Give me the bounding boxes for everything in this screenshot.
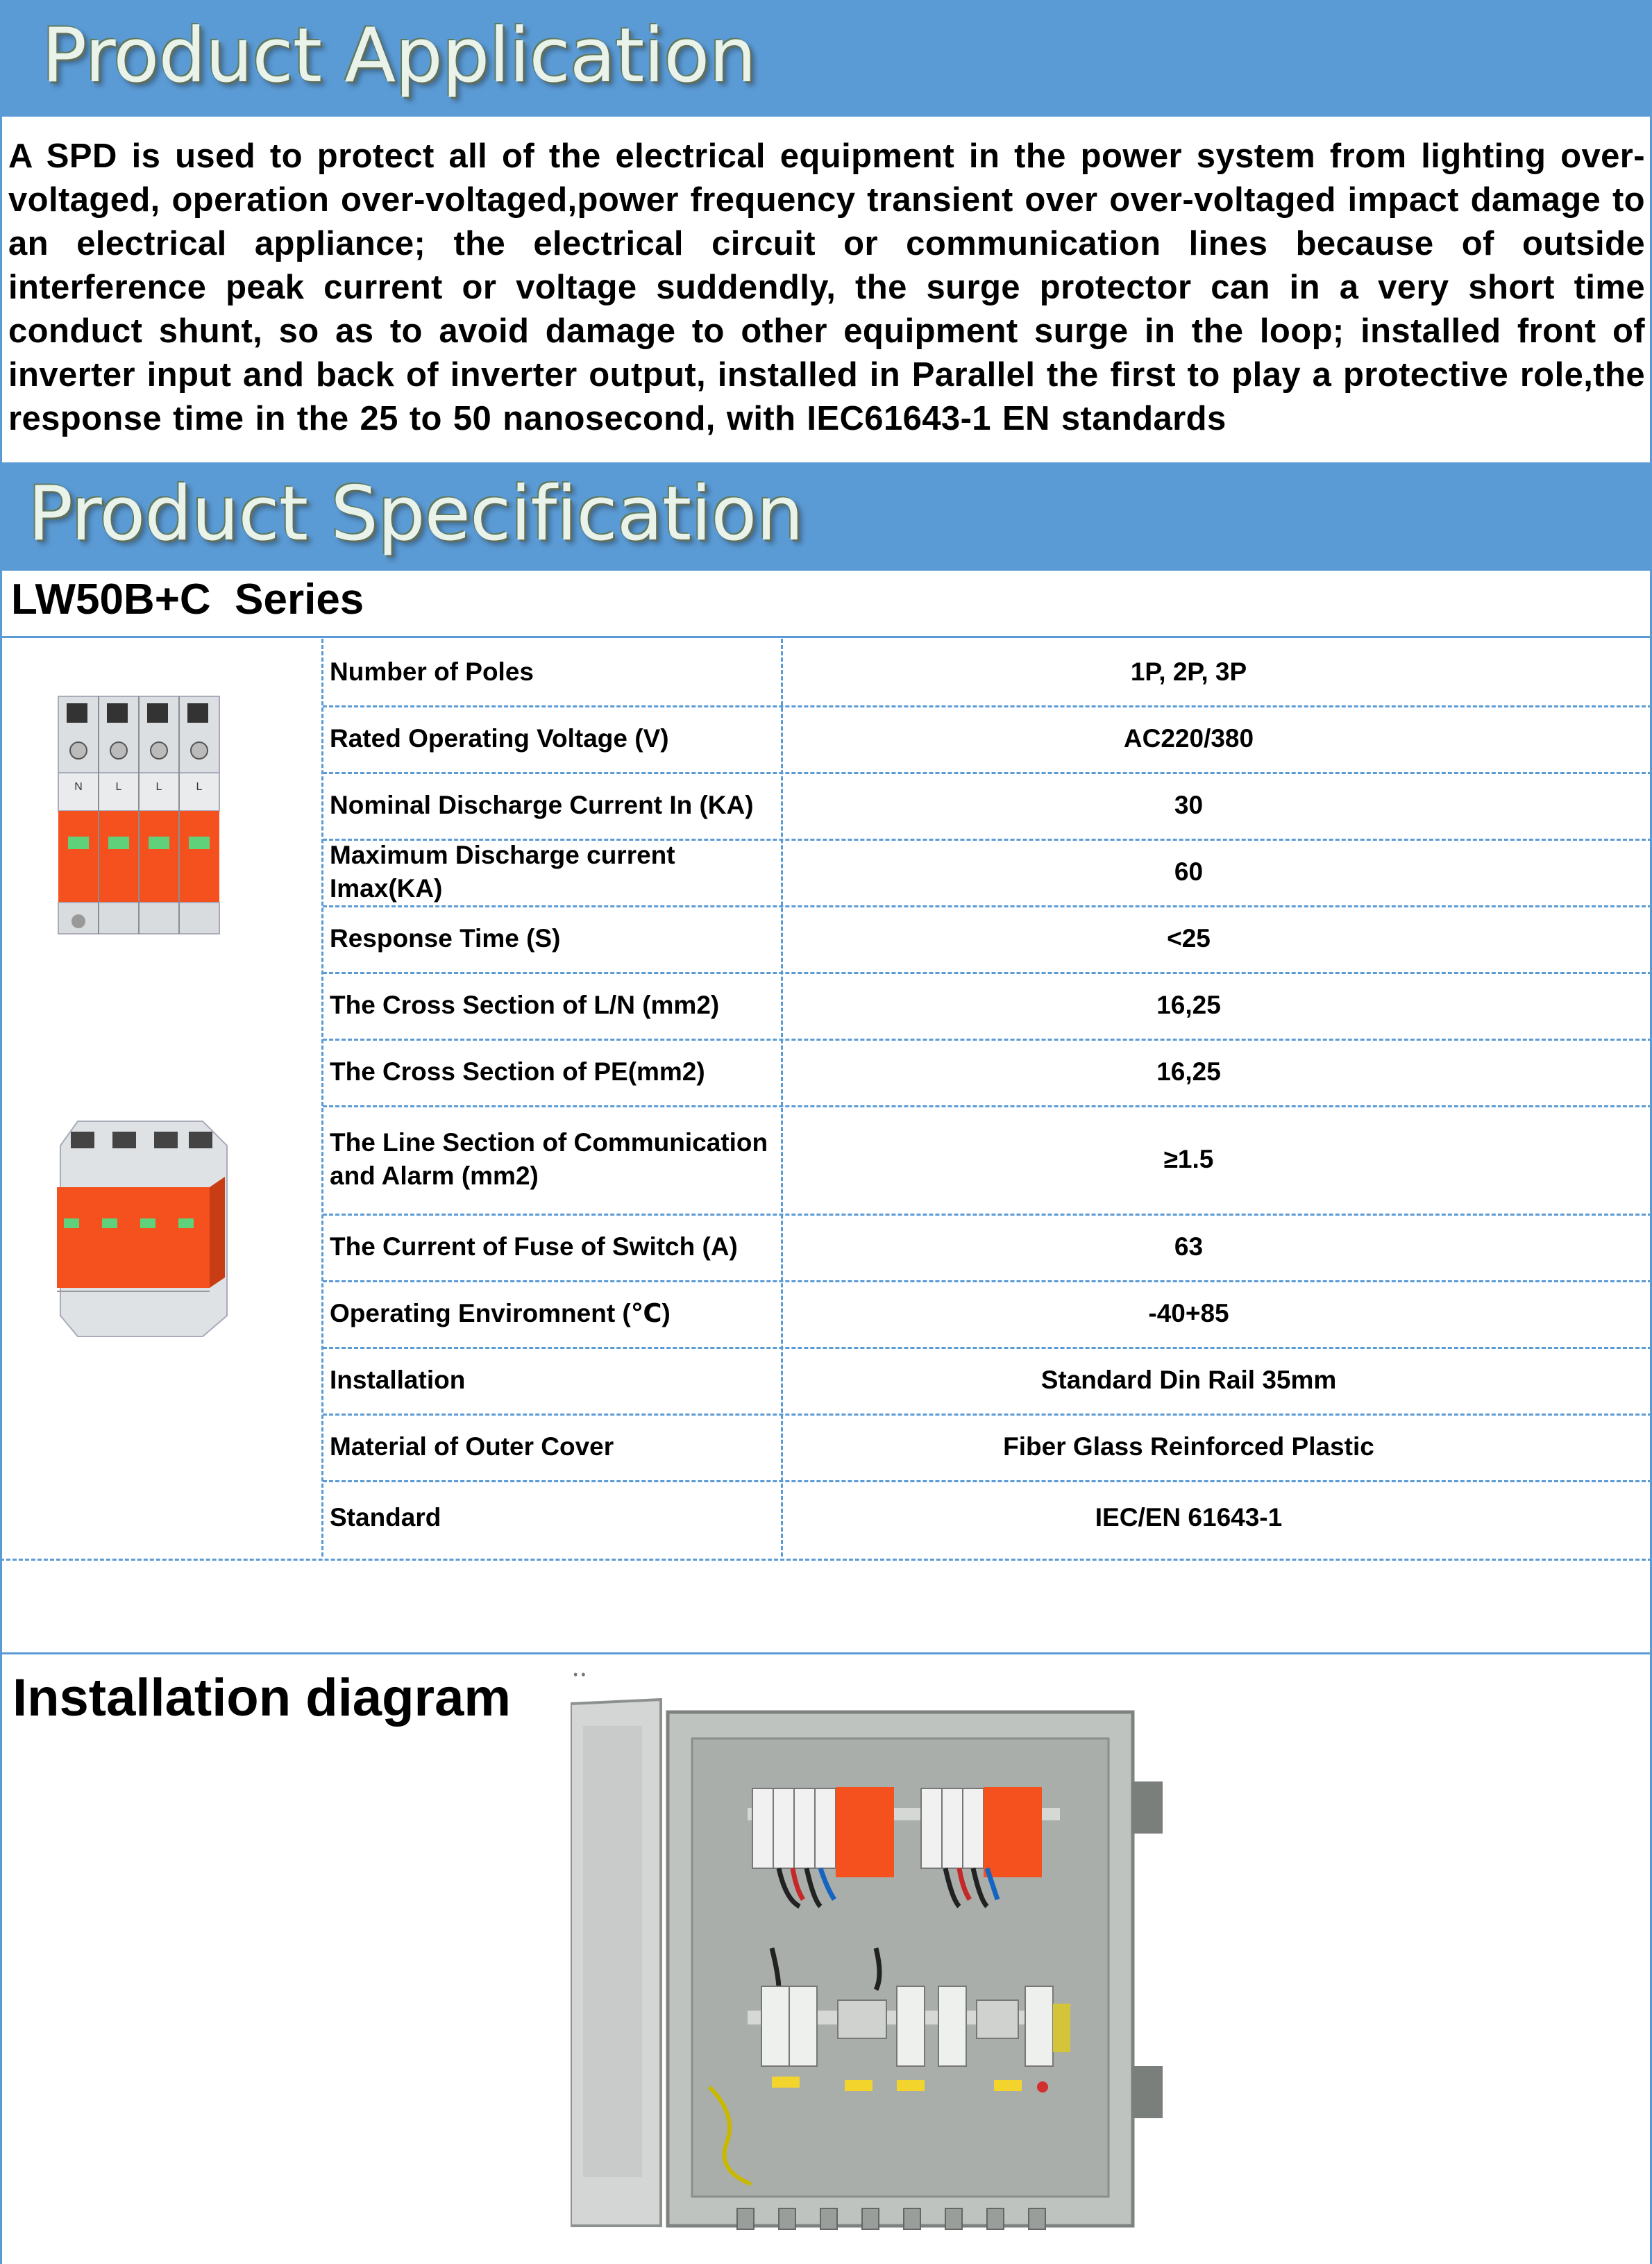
spec-value: AC220/380 bbox=[1123, 724, 1254, 753]
table-row bbox=[319, 1105, 1652, 1214]
spec-label: Operating Enviromnent (℃) bbox=[330, 1299, 671, 1327]
table-row bbox=[319, 839, 1652, 905]
spec-label: Rated Operating Voltage (V) bbox=[330, 724, 669, 753]
table-row bbox=[319, 772, 1652, 839]
pole-label: N bbox=[74, 781, 83, 793]
table-row bbox=[319, 1480, 1652, 1555]
table-row bbox=[319, 972, 1652, 1039]
spec-label: The Line Section of Communication and Alarm (mm2) bbox=[330, 1128, 768, 1190]
spec-value: ≥1.5 bbox=[1163, 1145, 1214, 1173]
spec-value: Standard Din Rail 35mm bbox=[1040, 1366, 1337, 1394]
table-row bbox=[319, 705, 1652, 772]
series-divider bbox=[0, 636, 1652, 638]
installation-divider bbox=[0, 1652, 1652, 1654]
spec-label: Nominal Discharge Current In (KA) bbox=[330, 791, 754, 819]
application-description: A SPD is used to protect all of the electrical equipment in the power system from lighting over-voltaged, operation over-voltaged,power frequency transient over over-voltaged impact damage to an electrical appliance; the electrical circuit or communication lines because of outside interference peak current or voltage suddendly, the surge protector can in a very short time conduct shunt, so as to avoid damage to other equipment surge in the loop; installed front of inverter input and back of inverter output, installed in Parallel the first to play a protective role,the response time in the 25 to 50 nanosecond, with IEC61643-1 EN standards bbox=[8, 137, 1645, 437]
table-bottom-rule bbox=[0, 1559, 1652, 1561]
table-row bbox=[319, 1414, 1652, 1480]
spec-value: Fiber Glass Reinforced Plastic bbox=[1003, 1432, 1374, 1461]
pole-label: L bbox=[155, 781, 162, 793]
spec-label: Standard bbox=[330, 1503, 441, 1532]
spec-label: Installation bbox=[330, 1366, 466, 1394]
table-row bbox=[319, 639, 1652, 705]
spec-value: 16,25 bbox=[1156, 1057, 1221, 1086]
pole-label: L bbox=[196, 781, 203, 793]
image-marker: • • bbox=[573, 1668, 586, 1682]
spec-label: The Current of Fuse of Switch (A) bbox=[330, 1232, 738, 1261]
spec-value: 63 bbox=[1174, 1232, 1204, 1261]
breaker-group-left bbox=[752, 1787, 894, 1877]
spec-value: 1P, 2P, 3P bbox=[1130, 657, 1247, 686]
table-row bbox=[319, 1347, 1652, 1414]
application-banner bbox=[0, 0, 1652, 117]
specification-table bbox=[0, 639, 1652, 1562]
specification-heading: Product Specification bbox=[28, 471, 803, 557]
frame-left bbox=[0, 117, 2, 464]
spec-value: 60 bbox=[1174, 857, 1204, 886]
spec-label: Number of Poles bbox=[330, 657, 534, 686]
table-row bbox=[319, 1280, 1652, 1347]
combiner-box-photo bbox=[571, 1698, 1188, 2240]
breaker-group-right bbox=[921, 1787, 1042, 1877]
pole-label: L bbox=[115, 781, 122, 793]
table-row bbox=[319, 1039, 1652, 1105]
spec-value: <25 bbox=[1167, 924, 1211, 953]
spec-label: Response Time (S) bbox=[330, 924, 561, 953]
spec-label: The Cross Section of PE(mm2) bbox=[330, 1057, 705, 1086]
spec-label: The Cross Section of L/N (mm2) bbox=[330, 991, 720, 1019]
table-row bbox=[319, 905, 1652, 972]
spec-value: 30 bbox=[1174, 791, 1204, 819]
specification-banner bbox=[0, 462, 1652, 571]
spec-value: IEC/EN 61643-1 bbox=[1095, 1503, 1283, 1532]
spec-label: Maximum Discharge current Imax(KA) bbox=[330, 841, 675, 903]
spec-value: 16,25 bbox=[1156, 991, 1221, 1019]
application-heading: Product Application bbox=[42, 12, 756, 99]
installation-heading: Installation diagram bbox=[12, 1668, 511, 1727]
spec-value: -40+85 bbox=[1148, 1299, 1229, 1327]
spec-label: Material of Outer Cover bbox=[330, 1432, 614, 1461]
table-row bbox=[319, 1214, 1652, 1280]
series-title: LW50B+C Series bbox=[11, 576, 364, 623]
